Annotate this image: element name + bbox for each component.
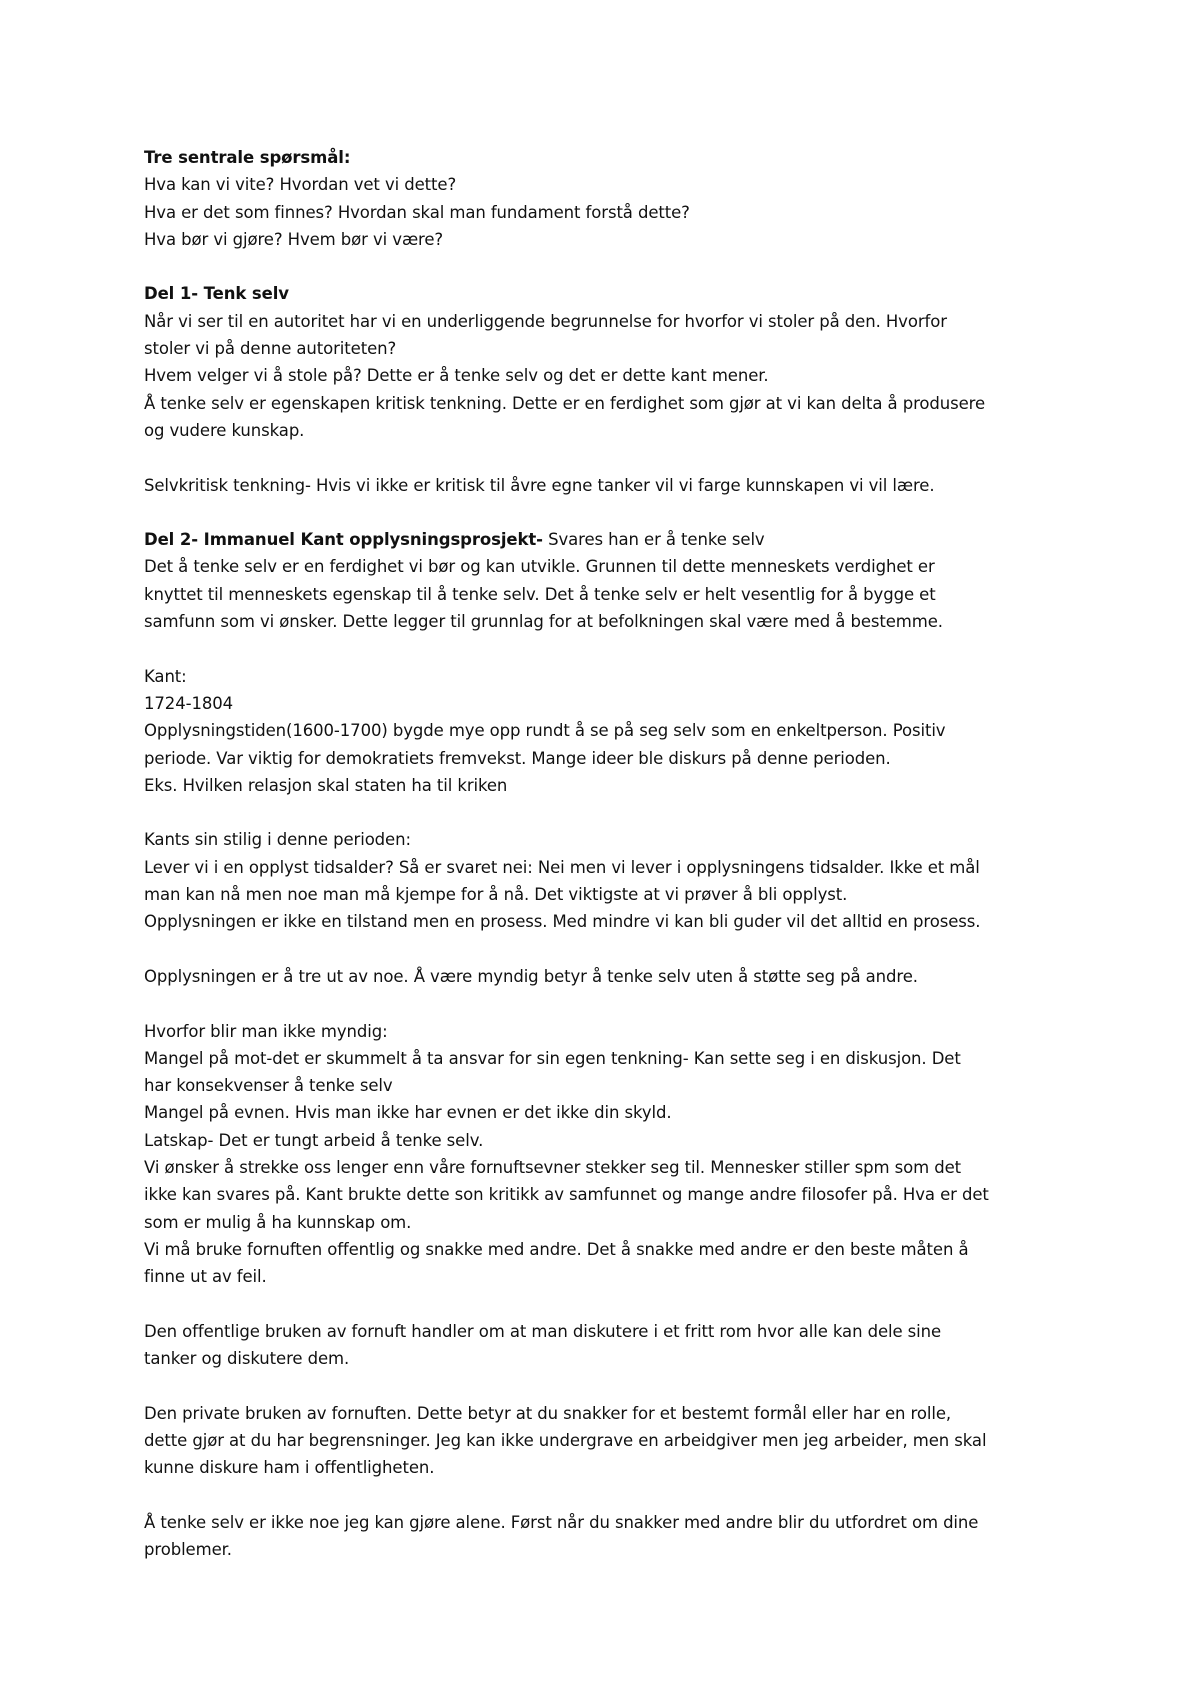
text-line: dette gjør at du har begrensninger. Jeg kan ikke undergrave en arbeidgiver men jeg arbeider, men skal	[144, 1430, 987, 1450]
text-line: Hva bør vi gjøre? Hvem bør vi være?	[144, 229, 444, 249]
paragraph-gap	[144, 499, 1074, 526]
text-line: Hvorfor blir man ikke myndig:	[144, 1021, 388, 1041]
text-line: Opplysningen er ikke en tilstand men en prosess. Med mindre vi kan bli guder vil det alltid en prosess.	[144, 912, 981, 932]
paragraph-gap	[144, 444, 1074, 471]
text-line: 1724-1804	[144, 693, 234, 713]
text-line: problemer.	[144, 1540, 232, 1560]
section-heading-intro: Tre sentrale spørsmål:	[144, 148, 351, 167]
text-line: Latskap- Det er tungt arbeid å tenke selv.	[144, 1130, 484, 1150]
text-line: og vudere kunskap.	[144, 420, 305, 440]
text-line: stoler vi på denne autoriteten?	[144, 339, 397, 359]
text-line: Lever vi i en opplyst tidsalder? Så er svaret nei: Nei men vi lever i opplysningens tidsalder. Ikke et mål	[144, 857, 980, 877]
text-line: Den offentlige bruken av fornuft handler om at man diskutere i et fritt rom hvor alle kan dele sine	[144, 1321, 942, 1341]
text-line: Vi ønsker å strekke oss lenger enn våre fornuftsevner stekker seg til. Mennesker stiller spm som det	[144, 1157, 961, 1177]
section-heading-del1: Del 1- Tenk selv	[144, 284, 289, 304]
text-line: Opplysningen er å tre ut av noe. Å være myndig betyr å tenke selv uten å støtte seg på andre.	[144, 966, 918, 986]
text-line: Vi må bruke fornuften offentlig og snakke med andre. Det å snakke med andre er den beste måten å	[144, 1239, 969, 1259]
paragraph-gap	[144, 253, 1074, 280]
text-line: Kants sin stilig i denne perioden:	[144, 830, 411, 850]
text-line: Selvkritisk tenkning- Hvis vi ikke er kritisk til åvre egne tanker vil vi farge kunnskapen vi vil lære.	[144, 475, 935, 495]
text-line: Kant:	[144, 666, 187, 686]
text-line: Når vi ser til en autoritet har vi en underliggende begrunnelse for hvorfor vi stoler på den. Hvorfor	[144, 311, 947, 331]
text-line: Mangel på mot-det er skummelt å ta ansvar for sin egen tenkning- Kan sette seg i en diskusjon. Det	[144, 1048, 961, 1068]
text-line: Å tenke selv er egenskapen kritisk tenkning. Dette er en ferdighet som gjør at vi kan delta å produsere	[144, 393, 986, 413]
text-line: periode. Var viktig for demokratiets fremvekst. Mange ideer ble diskurs på denne perioden.	[144, 748, 891, 768]
text-line: ikke kan svares på. Kant brukte dette son kritikk av samfunnet og mange andre filosofer på. Hva er det	[144, 1185, 989, 1205]
text-line: Eks. Hvilken relasjon skal staten ha til kriken	[144, 775, 508, 795]
text-line: Det å tenke selv er en ferdighet vi bør og kan utvikle. Grunnen til dette menneskets verdighet er	[144, 557, 935, 577]
paragraph-gap	[144, 635, 1074, 662]
paragraph-gap	[144, 1290, 1074, 1317]
text-line: kunne diskure ham i offentligheten.	[144, 1458, 435, 1478]
text-line: samfunn som vi ønsker. Dette legger til grunnlag for at befolkningen skal være med å bestemme.	[144, 612, 943, 632]
paragraph-gap	[144, 990, 1074, 1017]
text-line: Hva er det som finnes? Hvordan skal man fundament forstå dette?	[144, 202, 690, 222]
text-line: Mangel på evnen. Hvis man ikke har evnen er det ikke din skyld.	[144, 1103, 672, 1123]
text-line: som er mulig å ha kunnskap om.	[144, 1212, 412, 1232]
text-line: har konsekvenser å tenke selv	[144, 1076, 393, 1096]
text-line: tanker og diskutere dem.	[144, 1349, 350, 1369]
section-heading-del2: Del 2- Immanuel Kant opplysningsprosjekt- Svares han er å tenke selv	[144, 530, 765, 550]
paragraph-gap	[144, 799, 1074, 826]
text-line: Den private bruken av fornuften. Dette betyr at du snakker for et bestemt formål eller har en rolle,	[144, 1403, 952, 1423]
paragraph-gap	[144, 936, 1074, 963]
text-line: man kan nå men noe man må kjempe for å nå. Det viktigste at vi prøver å bli opplyst.	[144, 885, 848, 905]
paragraph-gap	[144, 1482, 1074, 1509]
text-line: Opplysningstiden(1600-1700) bygde mye opp rundt å se på seg selv som en enkeltperson. Positiv	[144, 721, 946, 741]
document-page	[144, 144, 1074, 1563]
text-line: Hva kan vi vite? Hvordan vet vi dette?	[144, 175, 457, 195]
text-line: Å tenke selv er ikke noe jeg kan gjøre alene. Først når du snakker med andre blir du utfordret om dine	[144, 1512, 979, 1532]
paragraph-gap	[144, 1372, 1074, 1399]
text-line: Hvem velger vi å stole på? Dette er å tenke selv og det er dette kant mener.	[144, 366, 769, 386]
text-line: finne ut av feil.	[144, 1267, 267, 1287]
text-line: knyttet til menneskets egenskap til å tenke selv. Det å tenke selv er helt vesentlig for å bygge et	[144, 584, 936, 604]
